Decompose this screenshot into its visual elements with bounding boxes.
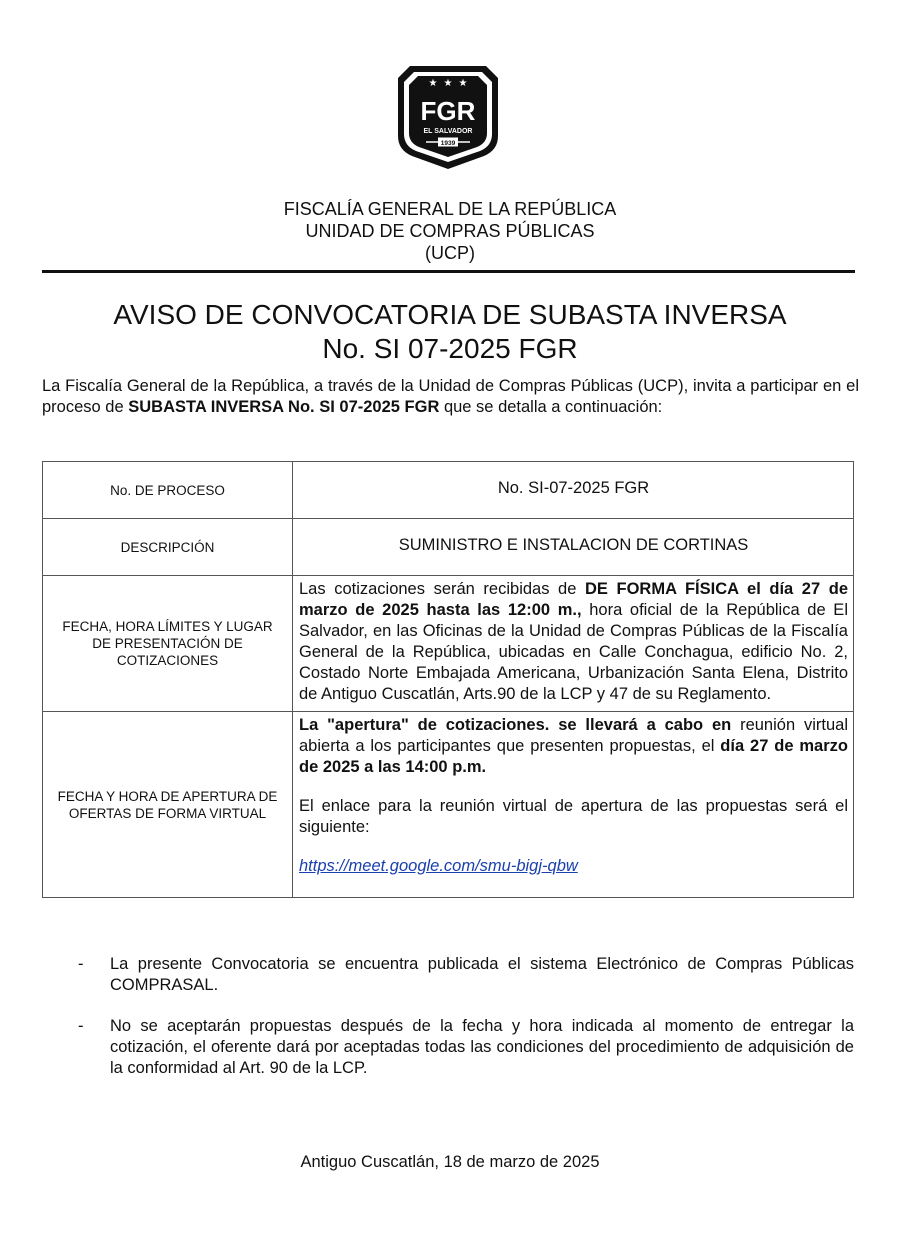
- opening-text: reunión virtual abierta a los participantes que presenten propuestas, el: [299, 716, 848, 755]
- description-value: SUMINISTRO E INSTALACION DE CORTINAS: [293, 519, 854, 576]
- bullet-dash: -: [78, 1017, 84, 1035]
- svg-text:★: ★: [443, 78, 453, 89]
- note-item: [78, 954, 854, 996]
- submission-text-2: hora oficial de la República de El Salvador, en las Oficinas de la Unidad de Compras Públicas de la Fiscalía General de la República, ubicadas en Calle Conchagua, edificio No. 2, Costado Norte Embajada Americana, Urbanización Santa Elena, Distrito de Antiguo Cuscatlán, Arts.90 de la LCP y 47 de su Reglamento.: [299, 601, 848, 703]
- opening-value: [293, 712, 854, 898]
- place-and-date: Antiguo Cuscatlán, 18 de marzo de 2025: [300, 1153, 600, 1171]
- submission-value: [293, 576, 854, 712]
- title-line-2: No. SI 07-2025 FGR: [322, 333, 578, 364]
- header-divider: [42, 270, 855, 273]
- svg-text:1939: 1939: [440, 140, 456, 147]
- table-row-opening: [43, 712, 854, 898]
- opening-paragraph: [299, 715, 848, 778]
- process-number-label: No. DE PROCESO: [43, 462, 293, 519]
- intro-process-name: SUBASTA INVERSA No. SI 07-2025 FGR: [128, 398, 440, 416]
- process-number-value: No. SI-07-2025 FGR: [293, 462, 854, 519]
- note-text: La presente Convocatoria se encuentra publicada el sistema Electrónico de Compras Públicas COMPRASAL.: [110, 955, 854, 994]
- opening-label: FECHA Y HORA DE APERTURA DE OFERTAS DE FORMA VIRTUAL: [43, 712, 293, 898]
- table-row-process-number: [43, 462, 854, 519]
- opening-text-bold: La "apertura" de cotizaciones. se llevará a cabo en: [299, 716, 732, 734]
- process-details-table: [42, 461, 854, 898]
- opening-date: día 27 de marzo de 2025 a las 14:00 p.m.: [299, 737, 848, 776]
- organization-header: [0, 198, 900, 264]
- note-item: [78, 1016, 854, 1079]
- notes-list: [78, 954, 854, 1099]
- submission-label: FECHA, HORA LÍMITES Y LUGAR DE PRESENTACIÓN DE COTIZACIONES: [43, 576, 293, 712]
- bullet-dash: -: [78, 955, 84, 973]
- svg-text:★: ★: [428, 78, 438, 89]
- submission-text-1: Las cotizaciones serán recibidas de: [299, 580, 585, 598]
- fgr-logo: [396, 62, 500, 170]
- org-name: FISCALÍA GENERAL DE LA REPÚBLICA: [283, 199, 617, 219]
- note-text: No se aceptarán propuestas después de la fecha y hora indicada al momento de entregar la cotización, el oferente dará por aceptadas todas las condiciones del procedimiento de adquisición de la conformidad al Art. 90 de la LCP.: [110, 1017, 854, 1077]
- intro-text-1: La Fiscalía General de la República, a través de la Unidad de Compras Públicas (UCP), invita a participar en el proceso de: [42, 377, 859, 416]
- svg-text:EL SALVADOR: EL SALVADOR: [423, 128, 473, 135]
- meeting-link-intro: El enlace para la reunión virtual de apertura de las propuestas será el siguiente:: [299, 797, 848, 836]
- intro-paragraph: [42, 376, 859, 418]
- document-title: [0, 298, 900, 366]
- table-row-description: [43, 519, 854, 576]
- title-line-1: AVISO DE CONVOCATORIA DE SUBASTA INVERSA: [113, 299, 787, 330]
- meeting-link[interactable]: https://meet.google.com/smu-bigj-qbw: [299, 857, 578, 875]
- submission-deadline: DE FORMA FÍSICA el día 27 de marzo de 2025 hasta las 12:00 m.,: [299, 580, 849, 619]
- svg-text:FGR: FGR: [420, 96, 476, 126]
- description-label: DESCRIPCIÓN: [43, 519, 293, 576]
- intro-text-2: que se detalla a continuación:: [439, 398, 663, 416]
- unit-name: UNIDAD DE COMPRAS PÚBLICAS: [305, 221, 595, 241]
- unit-acronym: (UCP): [425, 243, 475, 263]
- table-row-submission: [43, 576, 854, 712]
- svg-text:★: ★: [458, 78, 468, 89]
